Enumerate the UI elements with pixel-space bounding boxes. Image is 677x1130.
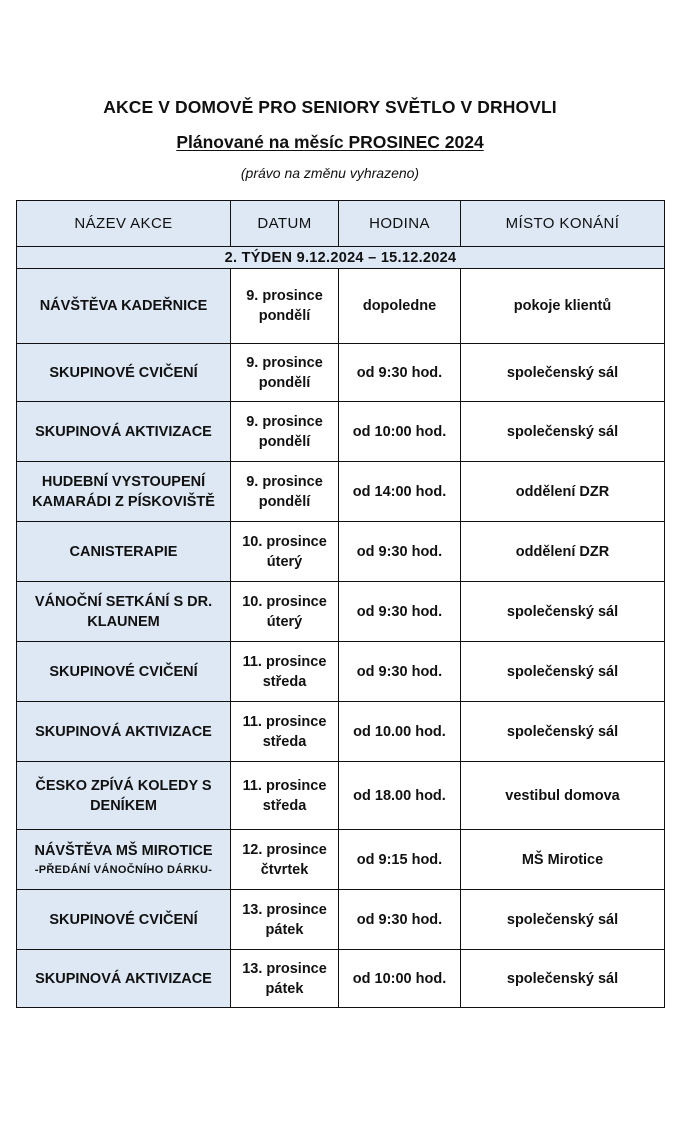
event-name-cell bbox=[17, 702, 231, 762]
event-date: 9. prosince bbox=[246, 288, 323, 304]
event-name: NÁVŠTĚVA MŠ MIROTICE bbox=[34, 842, 213, 859]
event-name: NÁVŠTĚVA KADEŘNICE bbox=[39, 298, 208, 314]
event-date-cell bbox=[231, 830, 339, 890]
event-date-cell bbox=[231, 642, 339, 702]
event-date: 10. prosince bbox=[242, 593, 327, 610]
event-name-cell bbox=[17, 522, 231, 582]
event-weekday: středa bbox=[262, 673, 307, 690]
event-weekday: úterý bbox=[266, 553, 303, 570]
event-place: společenský sál bbox=[461, 890, 665, 950]
event-place: pokoje klientů bbox=[461, 269, 665, 344]
event-date: 11. prosince bbox=[242, 777, 327, 794]
event-time: od 10:00 hod. bbox=[339, 950, 461, 1008]
event-name-cell bbox=[17, 269, 231, 344]
event-date: 9. prosince bbox=[246, 354, 323, 371]
table-row bbox=[17, 830, 665, 890]
events-table bbox=[16, 200, 665, 1008]
event-weekday: pátek bbox=[265, 980, 304, 997]
event-name-sub: -PŘEDÁNÍ VÁNOČNÍHO DÁRKU- bbox=[34, 863, 213, 876]
event-date-cell bbox=[231, 950, 339, 1008]
event-time: od 10:00 hod. bbox=[339, 402, 461, 462]
table-row bbox=[17, 344, 665, 402]
event-time: od 9:30 hod. bbox=[339, 890, 461, 950]
document-title: AKCE V DOMOVĚ PRO SENIORY SVĚTLO V DRHOVLI bbox=[103, 97, 557, 117]
event-time: od 9:15 hod. bbox=[339, 830, 461, 890]
event-name-cell bbox=[17, 344, 231, 402]
event-place: společenský sál bbox=[461, 642, 665, 702]
event-weekday: pátek bbox=[265, 921, 304, 938]
event-name: SKUPINOVÁ AKTIVIZACE bbox=[35, 723, 212, 740]
event-time: dopoledne bbox=[339, 269, 461, 344]
event-time: od 10.00 hod. bbox=[339, 702, 461, 762]
event-name: SKUPINOVÉ CVIČENÍ bbox=[49, 663, 198, 680]
event-place: společenský sál bbox=[461, 582, 665, 642]
week-label: 2. TÝDEN 9.12.2024 – 15.12.2024 bbox=[17, 247, 665, 269]
event-date-cell bbox=[231, 890, 339, 950]
event-date: 13. prosince bbox=[242, 901, 327, 918]
event-weekday: pondělí bbox=[258, 308, 311, 324]
event-date-cell bbox=[231, 344, 339, 402]
event-place: společenský sál bbox=[461, 402, 665, 462]
header-date: DATUM bbox=[231, 201, 339, 247]
event-name: ČESKO ZPÍVÁ KOLEDY S DENÍKEM bbox=[35, 777, 212, 814]
change-notice: (právo na změnu vyhrazeno) bbox=[240, 165, 420, 181]
event-date: 9. prosince bbox=[246, 473, 323, 490]
event-date-cell bbox=[231, 582, 339, 642]
event-name-cell bbox=[17, 890, 231, 950]
event-date-cell bbox=[231, 522, 339, 582]
event-date-cell bbox=[231, 462, 339, 522]
event-weekday: úterý bbox=[266, 613, 303, 630]
event-place: společenský sál bbox=[461, 702, 665, 762]
event-name: VÁNOČNÍ SETKÁNÍ S DR. KLAUNEM bbox=[34, 593, 213, 630]
event-weekday: pondělí bbox=[258, 433, 311, 450]
event-name: CANISTERAPIE bbox=[69, 543, 178, 560]
table-row bbox=[17, 522, 665, 582]
event-name-cell bbox=[17, 762, 231, 830]
event-time: od 9:30 hod. bbox=[339, 344, 461, 402]
document-subtitle: Plánované na měsíc PROSINEC 2024 bbox=[176, 132, 484, 152]
event-date: 13. prosince bbox=[242, 960, 327, 977]
event-time: od 18.00 hod. bbox=[339, 762, 461, 830]
event-place: vestibul domova bbox=[461, 762, 665, 830]
event-name: HUDEBNÍ VYSTOUPENÍ KAMARÁDI Z PÍSKOVIŠTĚ bbox=[32, 473, 215, 510]
event-date: 12. prosince bbox=[242, 841, 327, 858]
table-row bbox=[17, 890, 665, 950]
event-date: 9. prosince bbox=[246, 413, 323, 430]
table-row bbox=[17, 702, 665, 762]
event-weekday: středa bbox=[262, 733, 307, 750]
event-date-cell bbox=[231, 702, 339, 762]
event-place: MŠ Mirotice bbox=[461, 830, 665, 890]
event-name-cell bbox=[17, 642, 231, 702]
event-time: od 9:30 hod. bbox=[339, 522, 461, 582]
event-date-cell bbox=[231, 269, 339, 344]
header-time: HODINA bbox=[339, 201, 461, 247]
event-name-cell bbox=[17, 950, 231, 1008]
event-place: oddělení DZR bbox=[461, 462, 665, 522]
event-name: SKUPINOVÁ AKTIVIZACE bbox=[35, 970, 212, 987]
table-row bbox=[17, 402, 665, 462]
event-name-cell bbox=[17, 462, 231, 522]
event-date: 11. prosince bbox=[242, 653, 327, 670]
table-row bbox=[17, 269, 665, 344]
header-place: MÍSTO KONÁNÍ bbox=[461, 201, 665, 247]
event-name: SKUPINOVÁ AKTIVIZACE bbox=[35, 423, 212, 440]
event-name-cell bbox=[17, 402, 231, 462]
table-row bbox=[17, 582, 665, 642]
event-place: oddělení DZR bbox=[461, 522, 665, 582]
header-name: NÁZEV AKCE bbox=[17, 201, 231, 247]
event-place: společenský sál bbox=[461, 344, 665, 402]
event-time: od 9:30 hod. bbox=[339, 582, 461, 642]
event-weekday: pondělí bbox=[258, 493, 311, 510]
event-name: SKUPINOVÉ CVIČENÍ bbox=[49, 364, 198, 381]
event-date: 10. prosince bbox=[242, 533, 327, 550]
event-weekday: pondělí bbox=[258, 374, 311, 391]
table-row bbox=[17, 950, 665, 1008]
event-date-cell bbox=[231, 762, 339, 830]
event-name: SKUPINOVÉ CVIČENÍ bbox=[49, 911, 198, 928]
event-name-cell bbox=[17, 582, 231, 642]
event-date-cell bbox=[231, 402, 339, 462]
week-row bbox=[17, 247, 665, 269]
event-time: od 9:30 hod. bbox=[339, 642, 461, 702]
table-row bbox=[17, 762, 665, 830]
event-date: 11. prosince bbox=[242, 713, 327, 730]
event-name-cell bbox=[17, 830, 231, 890]
event-place: společenský sál bbox=[461, 950, 665, 1008]
event-time: od 14:00 hod. bbox=[339, 462, 461, 522]
table-header-row bbox=[17, 201, 665, 247]
table-row bbox=[17, 642, 665, 702]
event-weekday: středa bbox=[262, 797, 307, 814]
table-row bbox=[17, 462, 665, 522]
event-weekday: čtvrtek bbox=[260, 861, 309, 878]
